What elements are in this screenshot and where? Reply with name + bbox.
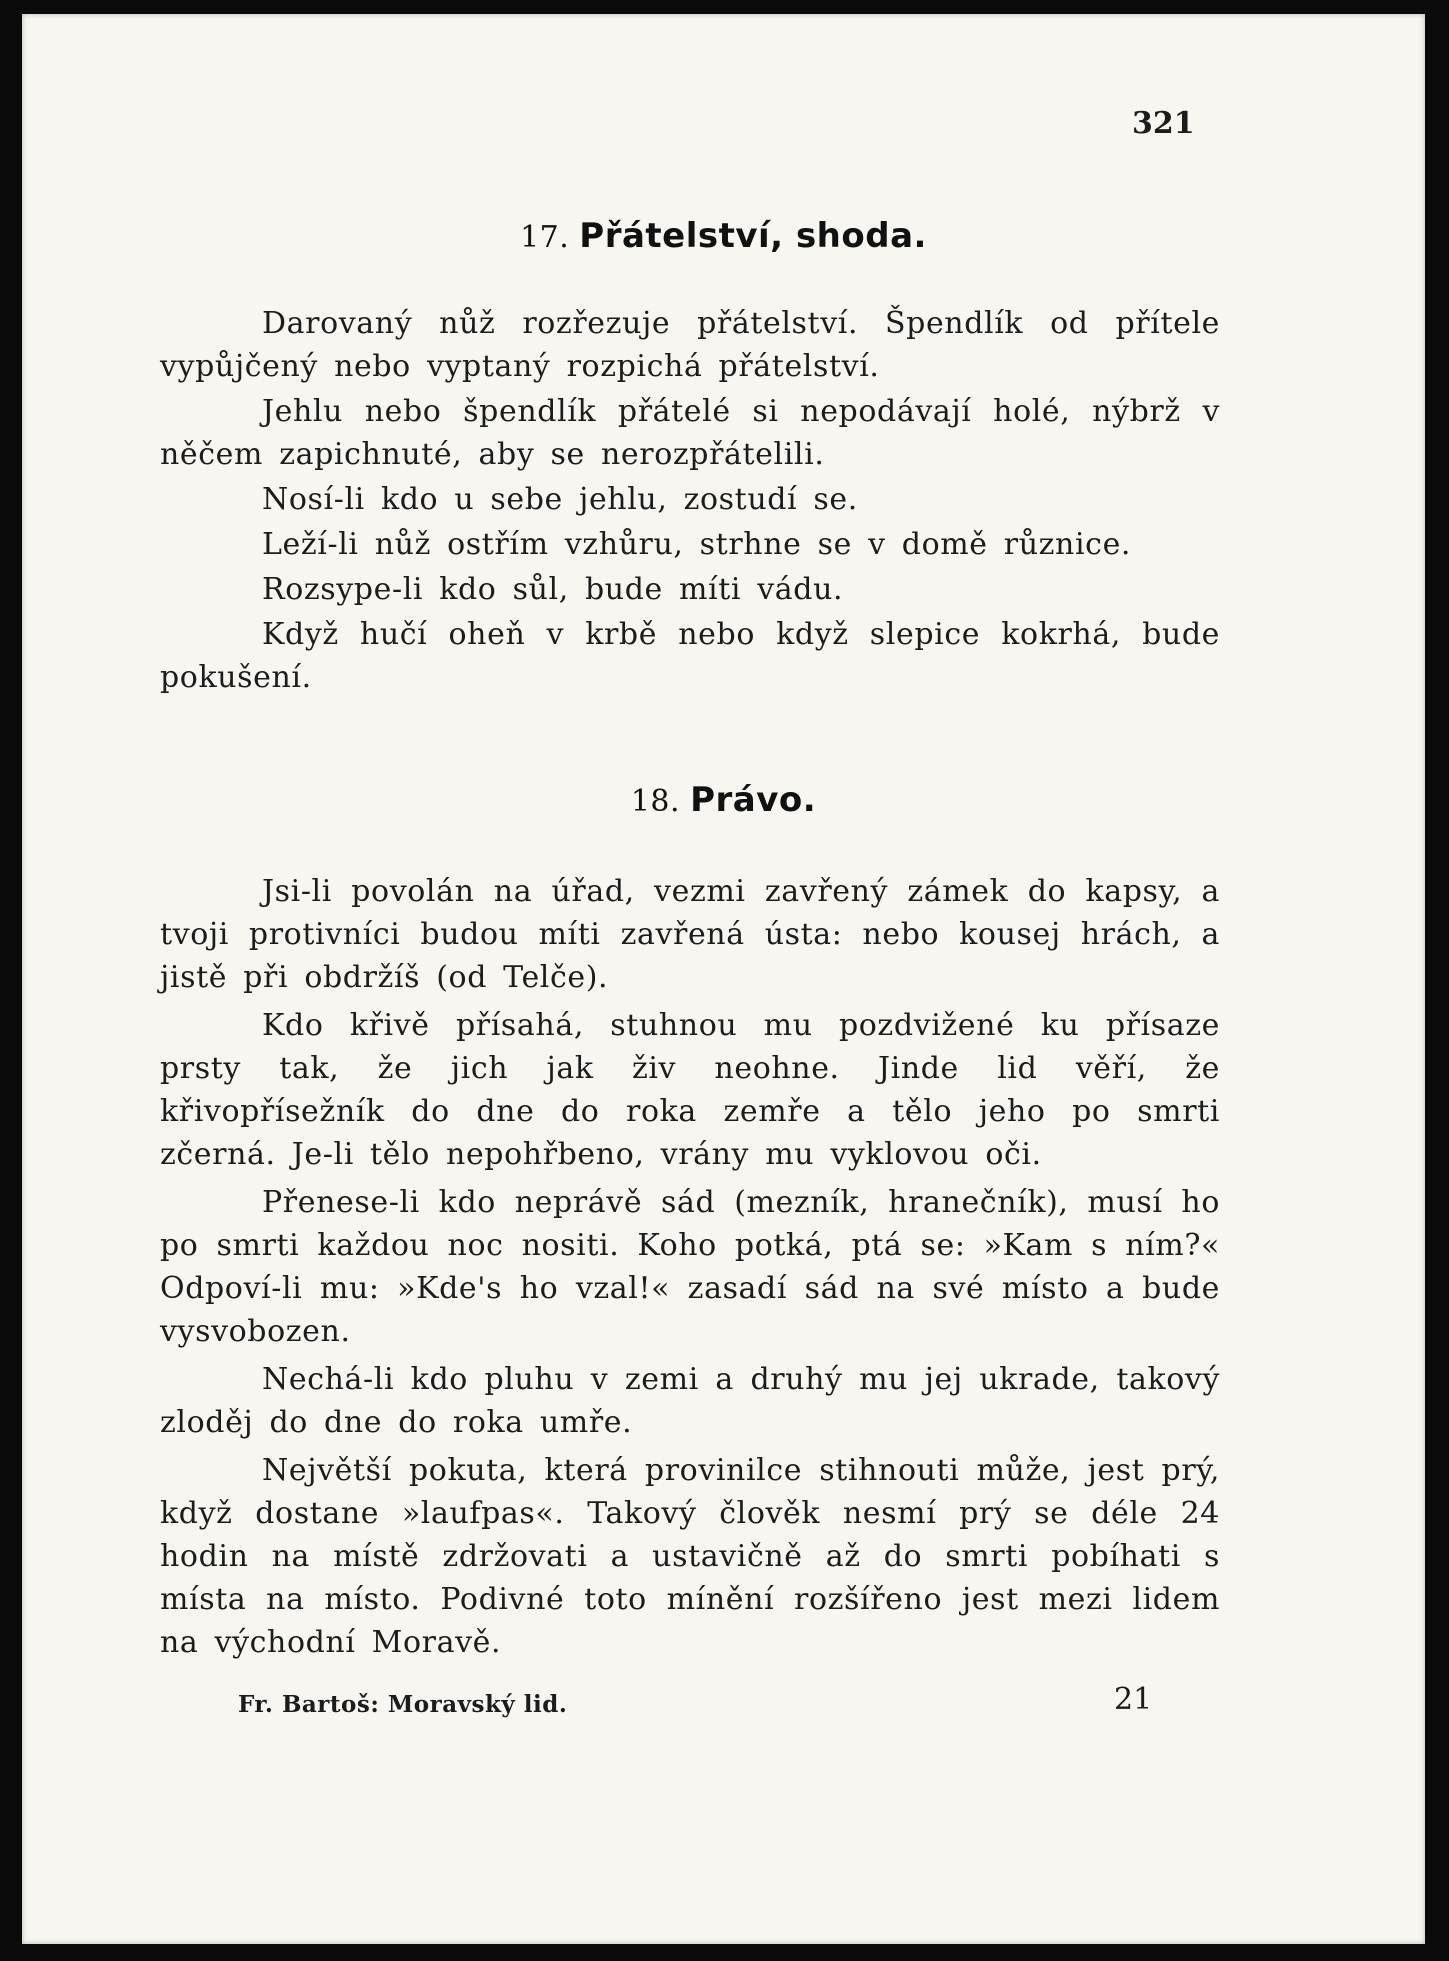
- book-page: [22, 14, 1425, 1944]
- section-number: 17.: [520, 220, 570, 255]
- paragraph: Když hučí oheň v krbě nebo když slepice kokrhá, bude pokušení.: [160, 617, 1220, 695]
- paragraph: Přenese-li kdo neprávě sád (mezník, hranečník), musí ho po smrti každou noc nositi. Koho potká, ptá se: »Kam s ním?« Odpoví-li mu: »Kde's ho vzal!« zasadí sád na své místo a bude vysvobozen.: [160, 1185, 1220, 1349]
- paragraph: Kdo křivě přísahá, stuhnou mu pozdvižené ku přísaze prsty tak, že jich jak živ neohne. Jinde lid věří, že křivopřísežník do dne do roka zemře a tělo jeho po smrti zčerná. Je-li tělo nepohřbeno, vrány mu vyklovou oči.: [160, 1008, 1220, 1172]
- section-17-body: [160, 302, 1220, 701]
- section-18-heading: [22, 780, 1425, 820]
- paragraph: Rozsype-li kdo sůl, bude míti vádu.: [262, 572, 844, 607]
- section-17-heading: [22, 216, 1425, 256]
- paragraph: Jsi-li povolán na úřad, vezmi zavřený zámek do kapsy, a tvoji protivníci budou míti zavřená ústa: nebo kousej hrách, a jistě při obdržíš (od Telče).: [160, 874, 1220, 995]
- paragraph: Jehlu nebo špendlík přátelé si nepodávají holé, nýbrž v něčem zapichnuté, aby se nerozpřátelili.: [160, 394, 1220, 472]
- footer-signature: Fr. Bartoš: Moravský lid.: [238, 1691, 568, 1718]
- section-number: 18.: [630, 784, 681, 819]
- section-18-body: [160, 870, 1220, 1669]
- paragraph: Největší pokuta, která provinilce stihnouti může, jest prý, když dostane »laufpas«. Takový člověk nesmí prý se déle 24 hodin na místě zdržovati a ustavičně až do smrti pobíhati s místa na místo. Podivné toto mínění rozšířeno jest mezi lidem na východní Moravě.: [160, 1453, 1220, 1660]
- page-number: 321: [1132, 106, 1195, 141]
- paragraph: Nosí-li kdo u sebe jehlu, zostudí se.: [262, 482, 858, 517]
- paragraph: Darovaný nůž rozřezuje přátelství. Špendlík od přítele vypůjčený nebo vyptaný rozpichá přátelství.: [160, 306, 1220, 384]
- section-title: Přátelství, shoda.: [579, 216, 927, 256]
- paragraph: Leží-li nůž ostřím vzhůru, strhne se v domě různice.: [262, 527, 1132, 562]
- footer-sheet-number: 21: [1114, 1682, 1153, 1717]
- paragraph: Nechá-li kdo pluhu v zemi a druhý mu jej ukrade, takový zloděj do dne do roka umře.: [160, 1362, 1220, 1440]
- section-title: Právo.: [690, 780, 817, 820]
